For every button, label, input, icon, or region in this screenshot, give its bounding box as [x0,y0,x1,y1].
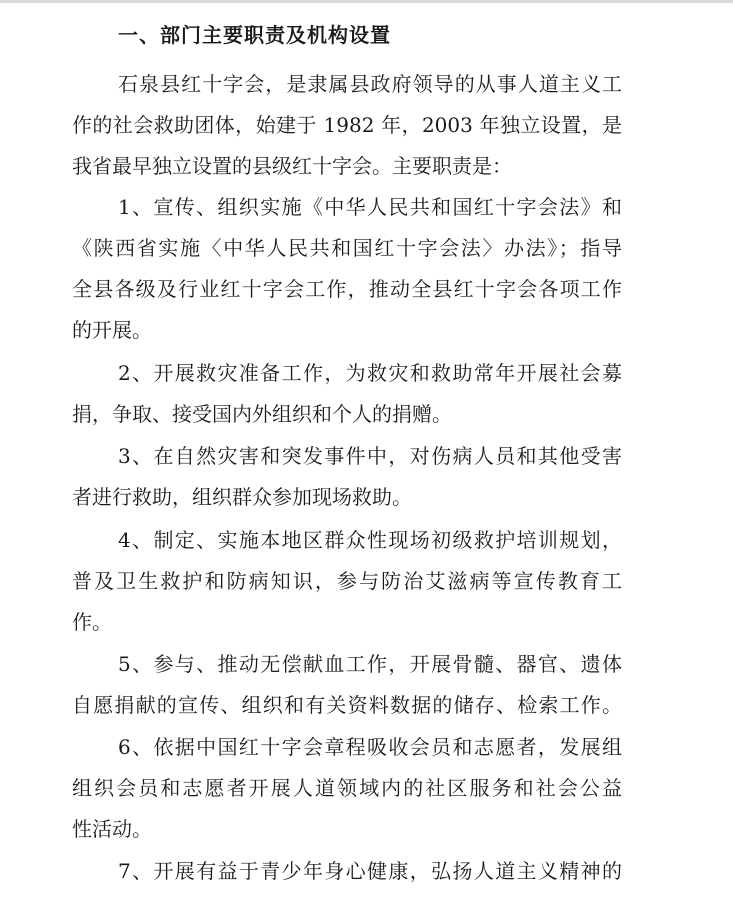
paragraph-line: 6、依据中国红十字会章程吸收会员和志愿者，发展组 [118,735,622,759]
paragraph-line: 普及卫生救护和防病知识，参与防治艾滋病等宣传教育工 [72,569,622,593]
paragraph-line: 《陕西省实施〈中华人民共和国红十字会法〉办法》；指导 [72,236,622,260]
paragraph-line: 作的社会救助团体，始建于 1982 年，2003 年独立设置，是 [72,113,622,137]
paragraph-line: 石泉县红十字会，是隶属县政府领导的从事人道主义工 [118,72,622,96]
section-heading: 一、部门主要职责及机构设置 [118,23,391,47]
paragraph-line: 2、开展救灾准备工作，为救灾和救助常年开展社会募 [118,361,622,385]
paragraph-line: 者进行救助，组织群众参加现场救助。 [72,485,412,509]
page-top-edge [0,0,733,3]
paragraph-line: 性活动。 [72,817,152,841]
paragraph-line: 5、参与、推动无偿献血工作，开展骨髓、器官、遗体 [118,652,622,676]
paragraph-line: 3、在自然灾害和突发事件中，对伤病人员和其他受害 [118,444,622,468]
paragraph-line: 捐，争取、接受国内外组织和个人的捐赠。 [72,402,452,426]
paragraph-line: 组织会员和志愿者开展人道领域内的社区服务和社会公益 [72,776,622,800]
paragraph-line: 自愿捐献的宣传、组织和有关资料数据的储存、检索工作。 [72,693,622,717]
paragraph-line: 4、制定、实施本地区群众性现场初级救护培训规划， [118,528,622,552]
paragraph-line: 全县各级及行业红十字会工作，推动全县红十字会各项工作 [72,277,622,301]
paragraph-line: 作。 [72,610,112,634]
paragraph-line: 1、宣传、组织实施《中华人民共和国红十字会法》和 [118,195,622,219]
paragraph-line: 7、开展有益于青少年身心健康，弘扬人道主义精神的 [118,859,622,883]
paragraph-line: 的开展。 [72,318,152,342]
paragraph-line: 我省最早独立设置的县级红十字会。主要职责是： [72,154,512,178]
